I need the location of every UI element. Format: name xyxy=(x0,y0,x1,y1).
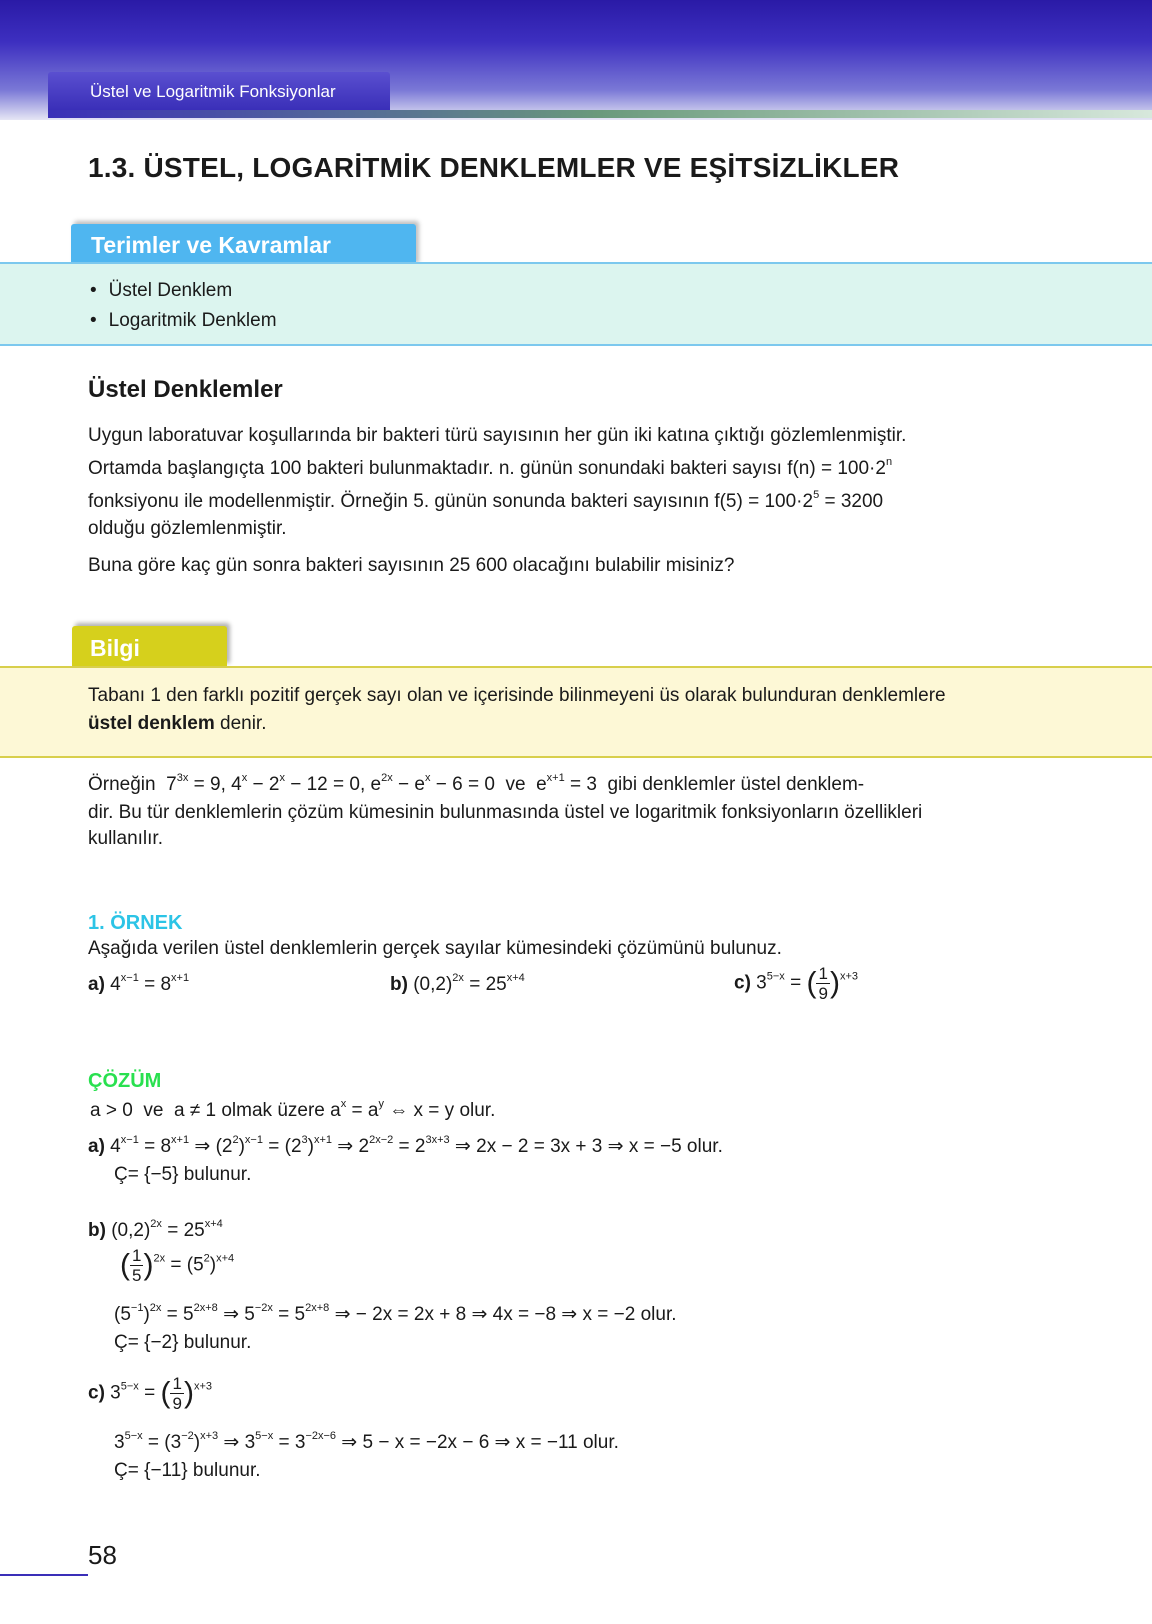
bilgi-tab: Bilgi xyxy=(72,626,227,666)
examples-line: kullanılır. xyxy=(88,828,163,849)
formula-fn: $f(n) = 100\cdot 2^n$ xyxy=(787,456,893,479)
terms-box xyxy=(0,262,1152,346)
intro-line: fonksiyonu ile modellenmiştir. Örneğin 5. günün sonunda bakteri sayısının xyxy=(88,491,710,512)
formula-f5: $f(5) = 100\cdot 2^5 = 3200$ xyxy=(714,489,884,512)
bilgi-box xyxy=(0,666,1152,758)
solution-b2: ( $\frac{1}{5}$ )$^{2x} = (5^2)^{x+4}$ xyxy=(120,1246,235,1285)
chapter-tab: Üstel ve Logaritmik Fonksiyonlar xyxy=(48,72,390,110)
examples-line: dir. Bu tür denklemlerin çözüm kümesinin bulunmasında üstel ve logaritmik fonksiyonların özellikleri xyxy=(88,802,923,823)
example-title: 1. ÖRNEK xyxy=(88,912,183,934)
solution-c-set: Ç= {−11} bulunur. xyxy=(114,1460,261,1481)
intro-line: Uygun laboratuvar koşullarında bir bakteri türü sayısının her gün iki katına çıktığı gözlemlenmiştir. xyxy=(88,425,907,446)
examples-line: Örneğin $7^{3x} = 9$, $4^x - 2^x - 12 = 0$, $e^{2x} - e^x - 6 = 0$ ve $e^{x+1} = 3$ gibi denklemler üstel denklem- xyxy=(88,772,865,795)
terms-item: • Logaritmik Denklem xyxy=(90,306,277,336)
section-title: 1.3. ÜSTEL, LOGARİTMİK DENKLEMLER VE EŞİTSİZLİKLER xyxy=(88,152,900,183)
page-number-rule xyxy=(0,1574,88,1576)
solution-b1: b) $(0,2)^{2x} = 25^{x+4}$ xyxy=(88,1218,223,1241)
problem-b: b) $(0,2)^{2x} = 25^{x+4}$ xyxy=(390,972,525,995)
terms-list xyxy=(90,276,277,336)
problem-a: a) $4^{x-1} = 8^{x+1}$ xyxy=(88,972,190,995)
intro-question: Buna göre kaç gün sonra bakteri sayısının 25 600 olacağını bulabilir misiniz? xyxy=(88,555,735,576)
header-rule xyxy=(48,110,1152,118)
intro-paragraph xyxy=(88,422,1088,542)
solution-b-set: Ç= {−2} bulunur. xyxy=(114,1332,252,1353)
solution-c1: c) $3^{5-x}$ = ( $\frac{1}{9}$ )$^{x+3}$ xyxy=(88,1374,212,1413)
page-number: 58 xyxy=(88,1540,117,1570)
subheading: Üstel Denklemler xyxy=(88,376,283,403)
terms-tab: Terimler ve Kavramlar xyxy=(71,224,416,266)
terms-item: • Üstel Denklem xyxy=(90,276,277,306)
intro-line: olduğu gözlemlenmiştir. xyxy=(88,518,287,539)
solution-b3: $(5^{-1})^{2x} = 5^{2x+8}$ ⇒ $5^{-2x} = 5^{2x+8}$ ⇒ − 2x = 2x + 8 ⇒ 4x = −8 ⇒ x = −2 olur. xyxy=(114,1302,677,1325)
bilgi-text: Tabanı 1 den farklı pozitif gerçek sayı olan ve içerisinde bilinmeyeni üs olarak bulunduran denklemlere üstel denklem denir. xyxy=(88,685,946,734)
intro-line: Ortamda başlangıçta 100 bakteri bulunmaktadır. n. günün sonundaki bakteri sayısı xyxy=(88,458,782,479)
solution-c2: $3^{5-x} = (3^{-2})^{x+3}$ ⇒ $3^{5-x} = 3^{-2x-6}$ ⇒ 5 − x = −2x − 6 ⇒ x = −11 olur. xyxy=(114,1430,619,1453)
solution-title: ÇÖZÜM xyxy=(88,1070,162,1092)
solution-rule: a > 0 ve a ≠ 1 olmak üzere $a^x = a^y$ ⇔ x = y olur. xyxy=(90,1098,496,1121)
solution-a-set: Ç= {−5} bulunur. xyxy=(114,1164,252,1185)
problem-c: c) $3^{5-x}$ = ( $\frac{1}{9}$ )$^{x+3}$ xyxy=(734,964,858,1003)
solution-a: a) $4^{x-1} = 8^{x+1}$ ⇒ $(2^2)^{x-1} = (2^3)^{x+1}$ ⇒ $2^{2x-2} = 2^{3x+3}$ ⇒ 2x − 2 = 3x + 3 ⇒ x = −5 olur. xyxy=(88,1134,723,1157)
example-question: Aşağıda verilen üstel denklemlerin gerçek sayılar kümesindeki çözümünü bulunuz. xyxy=(88,938,782,959)
